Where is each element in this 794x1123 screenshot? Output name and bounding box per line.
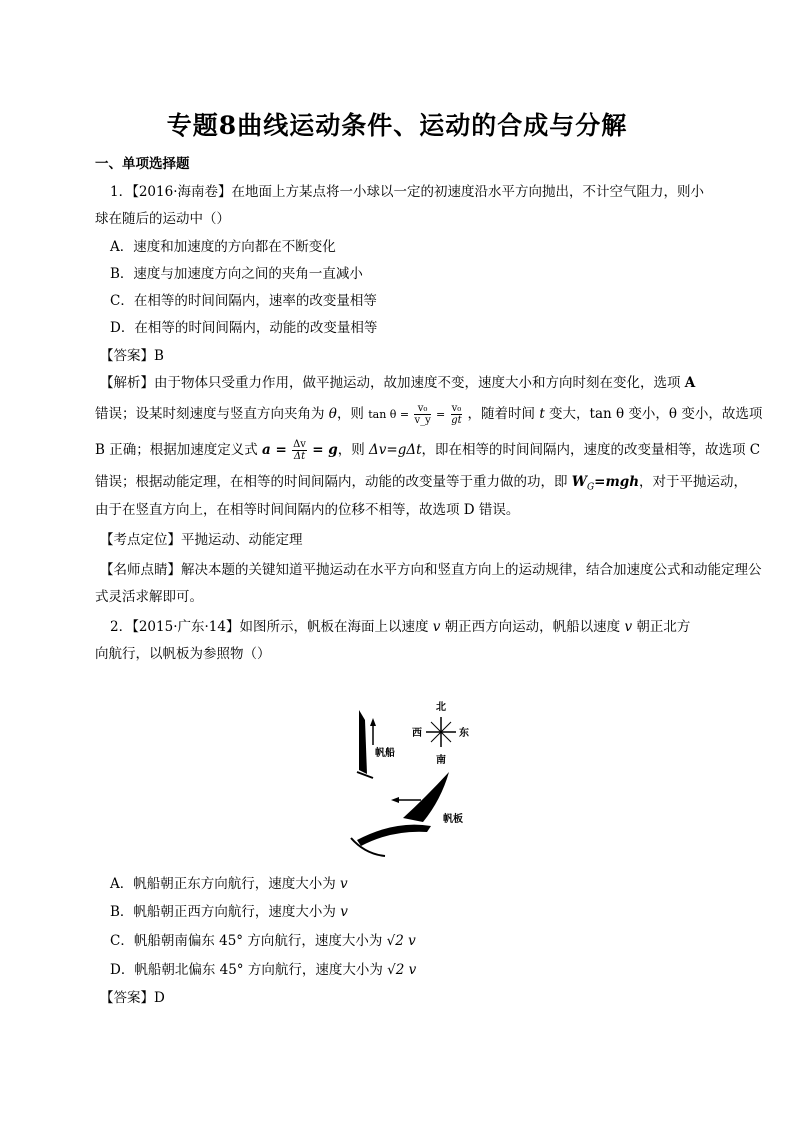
q2-option-a (110, 872, 348, 892)
option-text: B．帆船朝正西方向航行，速度大小为 (110, 904, 341, 920)
work-equation: =mgh (594, 474, 640, 490)
compass-rose-icon (426, 717, 456, 747)
q1-option-d: D．在相等的时间间隔内，动能的改变量相等 (110, 320, 378, 336)
north-arrow-icon (370, 718, 376, 745)
analysis-text: ，对于平抛运动， (639, 474, 748, 490)
time-symbol: t (539, 406, 545, 422)
q1-mingshi-line1: 【名师点睛】解决本题的关键知道平抛运动在水平方向和竖直方向上的运动规律，结合加速度公式和动能定理公 (100, 562, 762, 578)
compass-east-label: 东 (459, 728, 469, 739)
fanban-windsurfer-icon (351, 772, 449, 856)
option-value: √2 v (386, 933, 416, 949)
q2-stem-line2: 向航行，以帆板为参照物（） (95, 646, 271, 662)
fraction-numerator: Δv (293, 439, 306, 450)
q1-analysis-line4 (95, 470, 747, 493)
q1-answer: 【答案】B (100, 348, 164, 364)
compass-north-label: 北 (436, 702, 446, 713)
equals-sign: = (436, 408, 446, 421)
option-text: C．帆船朝南偏东 45° 方向航行，速度大小为 (110, 933, 387, 949)
q1-analysis-line3 (95, 438, 760, 462)
sailboat-figure (345, 690, 505, 860)
option-letter: A (684, 375, 696, 391)
theta-symbol: θ (328, 406, 337, 422)
q1-option-a: A．速度和加速度的方向都在不断变化 (110, 239, 336, 255)
q1-option-c: C．在相等的时间间隔内，速率的改变量相等 (110, 293, 377, 309)
q2-answer: 【答案】D (100, 990, 165, 1006)
section-heading: 一、单项选择题 (95, 156, 190, 172)
analysis-text: ，即在相等的时间间隔内，速度的改变量相等，故选项 C (421, 442, 761, 458)
q1-option-b: B．速度与加速度方向之间的夹角一直减小 (110, 266, 363, 282)
fanban-label: 帆板 (443, 814, 463, 825)
analysis-text: 错误；设某时刻速度与竖直方向夹角为 (95, 406, 329, 422)
stem-text: 2．【2015·广东·14】如图所示，帆板在海面上以速度 (110, 619, 433, 635)
fanchuan-sailboat-icon (357, 710, 373, 778)
fraction-v0-gt (451, 403, 463, 426)
analysis-text: 变大，tan θ 变小，θ 变小，故选项 (544, 406, 763, 422)
fanchuan-label: 帆船 (375, 748, 395, 759)
arrow-head (391, 797, 399, 803)
q1-kaodian: 【考点定位】平抛运动、动能定理 (100, 532, 303, 548)
q2-option-d (110, 958, 416, 978)
fraction-denominator: gt (451, 415, 462, 426)
analysis-text: 【解析】由于物体只受重力作用，做平抛运动，故加速度不变，速度大小和方向时刻在变化，选项 (100, 375, 685, 391)
analysis-text: ，则 (337, 442, 369, 458)
page-title: 专题8曲线运动条件、运动的合成与分解 (166, 111, 628, 140)
work-subscript: G (586, 482, 595, 493)
fraction-denominator: Δt (293, 451, 306, 462)
windsurf-board (357, 825, 431, 846)
work-symbol: W (571, 474, 587, 490)
velocity-symbol: v (624, 619, 633, 635)
equals-g: = g (312, 442, 338, 458)
q2-stem-line1 (110, 615, 690, 635)
analysis-text: 错误；根据动能定理，在相等的时间间隔内，动能的改变量等于重力做的功，即 (95, 474, 572, 490)
q1-analysis-line1 (100, 371, 695, 391)
tan-theta: tan θ = (368, 408, 410, 421)
fraction-v0-vy (414, 403, 430, 426)
analysis-text: ，则 (336, 406, 369, 422)
analysis-text: ，随着时间 (467, 406, 540, 422)
q1-stem-line2: 球在随后的运动中（） (95, 211, 230, 227)
compass-west-label: 西 (412, 728, 422, 739)
q1-mingshi-line2: 式灵活求解即可。 (95, 589, 203, 605)
option-value: √2 v (387, 962, 417, 978)
q1-analysis-line5: 由于在竖直方向上，在相等时间间隔内的位移不相等，故选项 D 错误。 (95, 502, 520, 518)
fraction-dv-dt (292, 439, 307, 462)
fraction-numerator: v₀ (414, 403, 430, 415)
stem-text: 朝正西方向运动，帆船以速度 (440, 619, 625, 635)
stem-text: 朝正北方 (632, 619, 691, 635)
west-arrow-icon (391, 797, 421, 803)
q1-analysis-line2 (95, 402, 762, 426)
q2-option-b (110, 900, 348, 920)
option-value: v (340, 904, 348, 920)
option-value: v (340, 876, 348, 892)
a-equals: a = (262, 442, 287, 458)
sail-shape (359, 710, 367, 774)
option-text: D．帆船朝北偏东 45° 方向航行，速度大小为 (110, 962, 388, 978)
fraction-denominator: v_y (414, 415, 431, 426)
velocity-symbol: v (432, 619, 441, 635)
fraction-numerator: v₀ (451, 403, 462, 414)
q1-stem-line1: 1．【2016·海南卷】在地面上方某点将一小球以一定的初速度沿水平方向抛出，不计空气阻力，则小 (110, 184, 704, 200)
compass-south-label: 南 (436, 755, 446, 766)
option-text: A．帆船朝正东方向航行，速度大小为 (110, 876, 341, 892)
analysis-text: B 正确；根据加速度定义式 (95, 442, 263, 458)
q2-option-c (110, 929, 416, 949)
arrow-head (370, 718, 376, 726)
dv-equation: Δv=gΔt (369, 442, 422, 458)
